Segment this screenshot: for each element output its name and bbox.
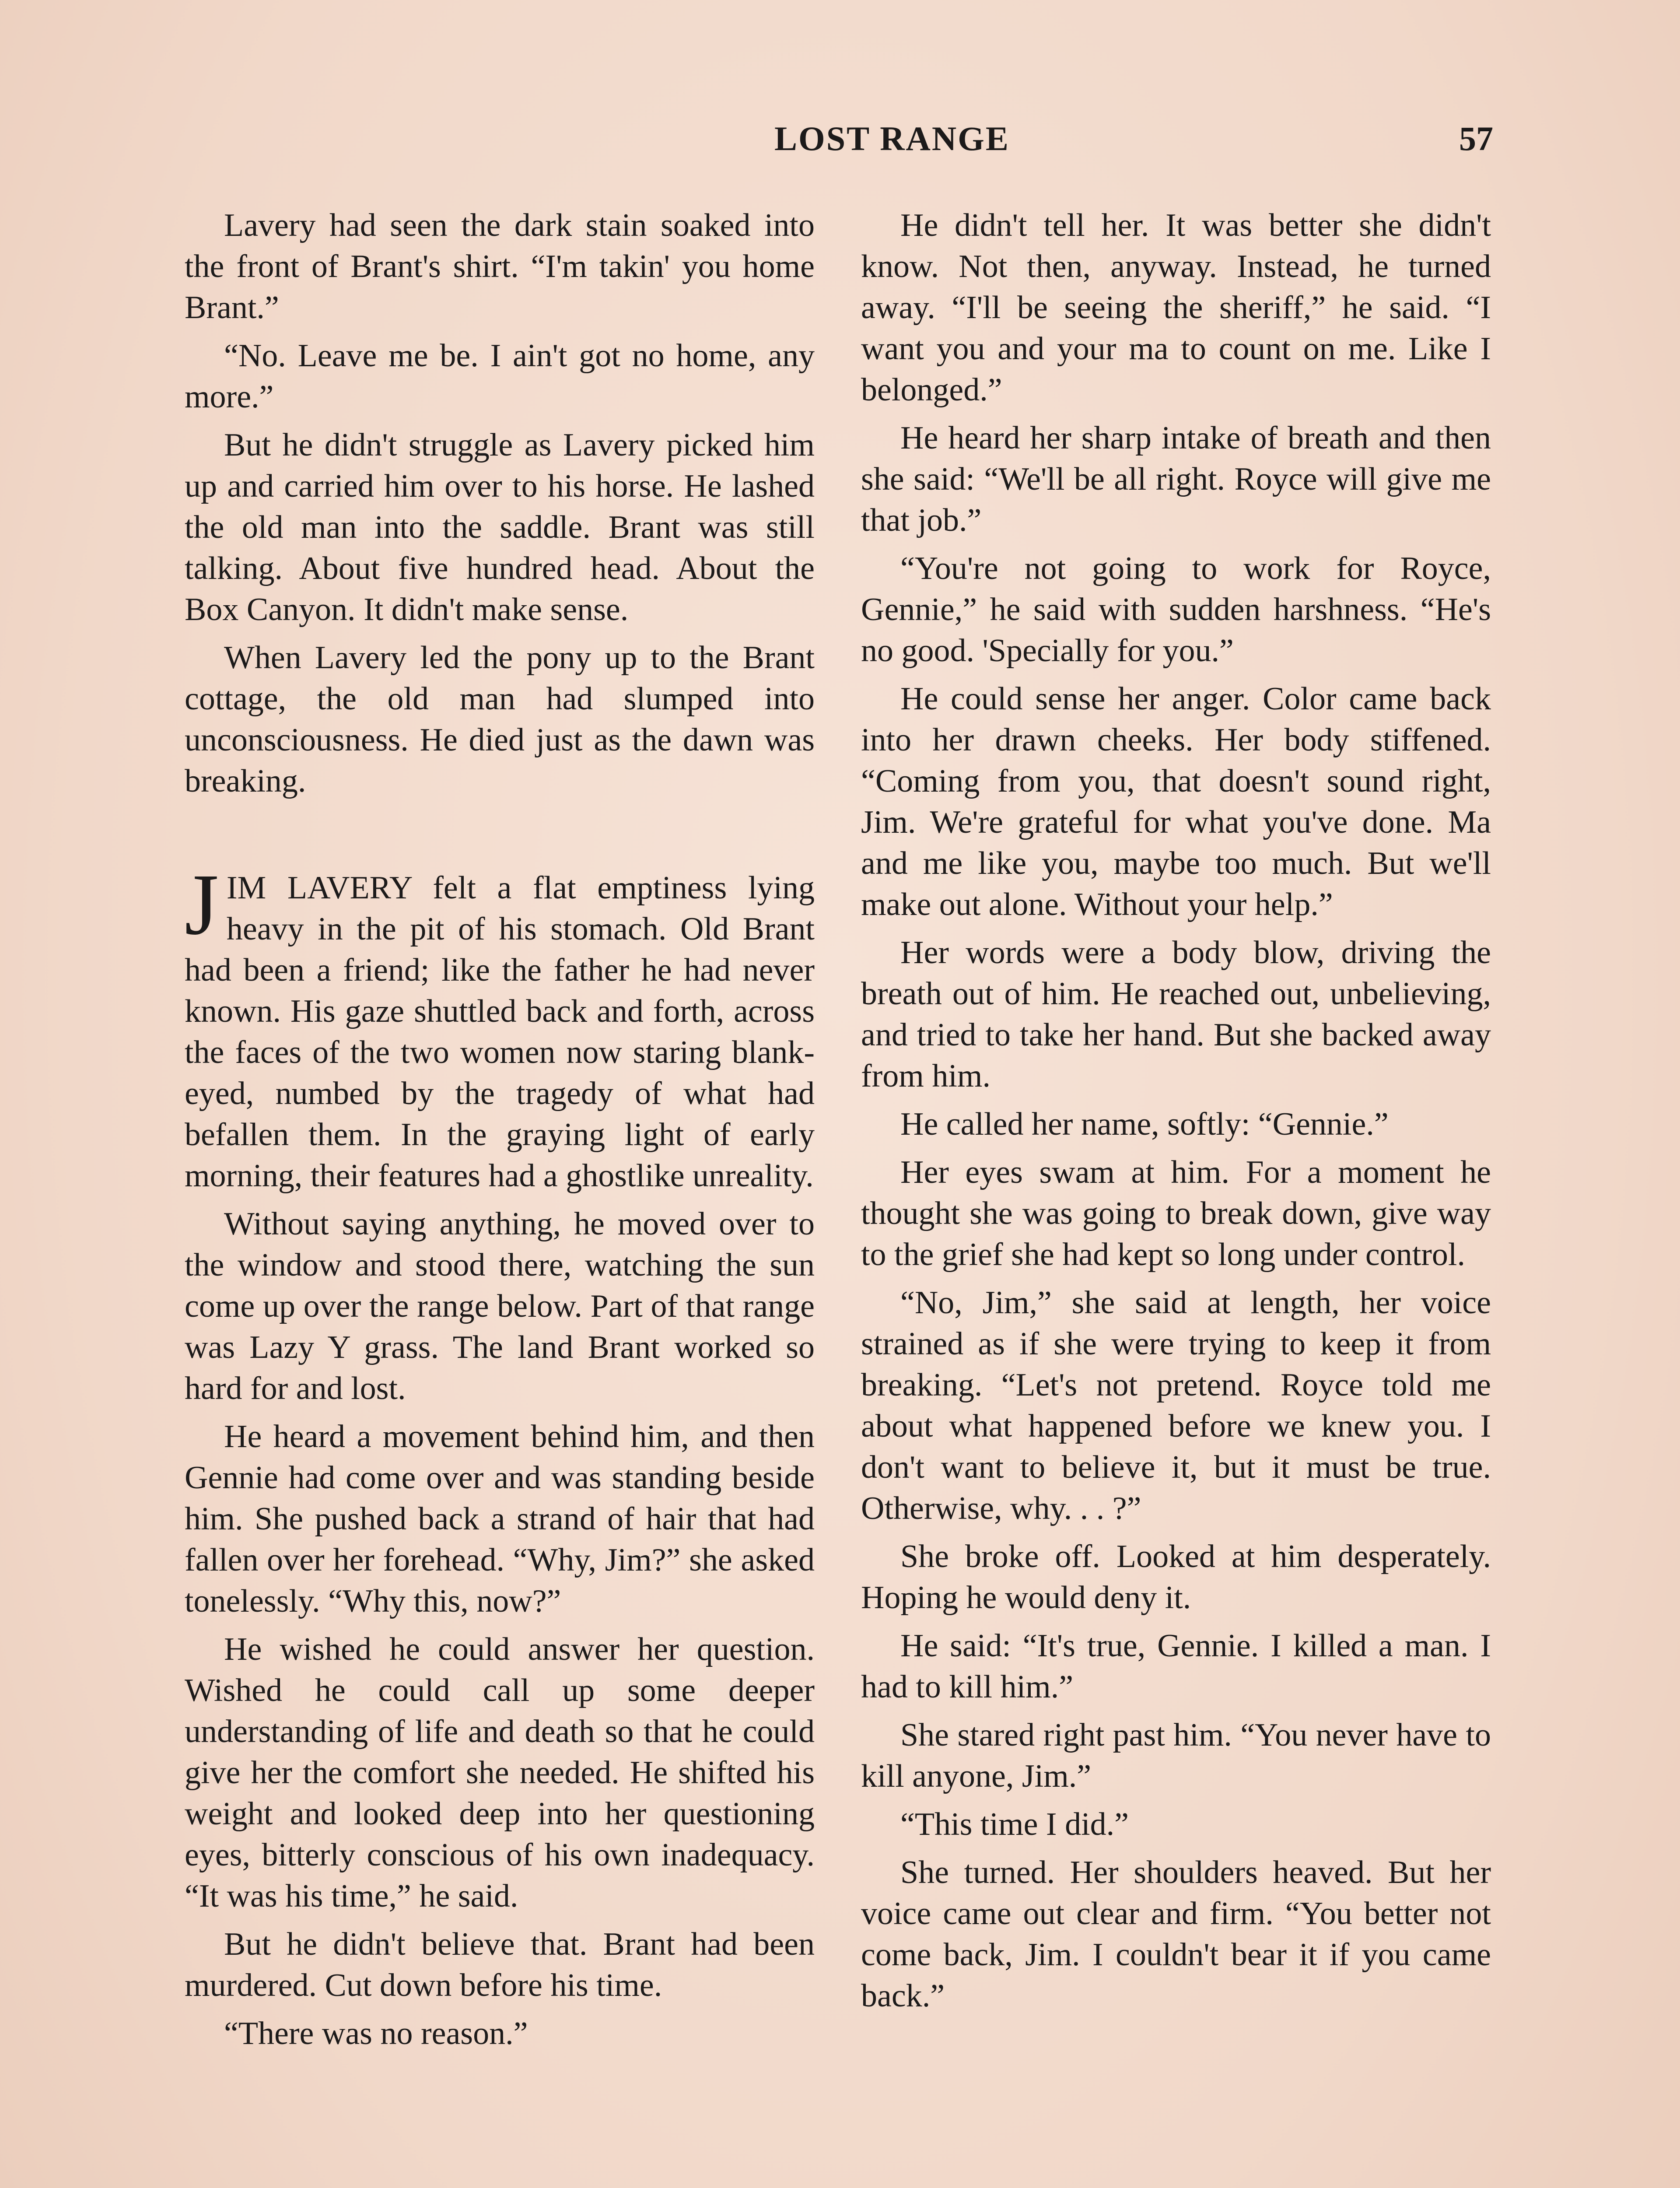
paragraph: He heard her sharp intake of breath and then she said: “We'll be all right. Royce will give me that job.” xyxy=(861,420,1491,538)
drop-cap: J xyxy=(185,856,219,953)
paragraph: “No, Jim,” she said at length, her voice strained as if she were trying to keep it from breaking. “Let's not pretend. Royce told me about what happened before we knew you. I don't want to believe it, but it must be true. Otherwise, why. . . ?” xyxy=(861,1285,1491,1526)
left-column xyxy=(185,205,815,2061)
paragraph: But he didn't struggle as Lavery picked him up and carried him over to his horse. He lashed the old man into the saddle. Brant was still talking. About five hundred head. About the Box Canyon. It didn't make sense. xyxy=(185,427,815,628)
running-title: LOST RANGE xyxy=(774,119,1010,158)
paragraph: “No. Leave me be. I ain't got no home, any more.” xyxy=(185,338,815,415)
paragraph: She turned. Her shoulders heaved. But her voice came out clear and firm. “You better not come back, Jim. I couldn't bear it if you came back.” xyxy=(861,1855,1491,2014)
paragraph-text: IM LAVERY felt a flat emptiness lying heavy in the pit of his stomach. Old Brant had been a friend; like the father he had never known. His gaze shuttled back and forth, across the faces of the two women now staring blank-eyed, numbed by the tragedy of what had befallen them. In the graying light of early morning, their features had a ghostlike unreality. xyxy=(185,870,815,1194)
paragraph: He said: “It's true, Gennie. I killed a man. I had to kill him.” xyxy=(861,1628,1491,1705)
page-number: 57 xyxy=(1459,119,1493,158)
paragraph: “You're not going to work for Royce, Gennie,” he said with sudden harshness. “He's no good. 'Specially for you.” xyxy=(861,551,1491,669)
paragraph: He called her name, softly: “Gennie.” xyxy=(900,1106,1389,1142)
paragraph: He heard a movement behind him, and then Gennie had come over and was standing beside him. She pushed back a strand of hair that had fallen over her forehead. “Why, Jim?” she asked tonelessly. “Why this, now?” xyxy=(185,1419,815,1619)
paragraph: Lavery had seen the dark stain soaked into the front of Brant's shirt. “I'm takin' you home Brant.” xyxy=(185,207,815,326)
paragraph: He didn't tell her. It was better she didn't know. Not then, anyway. Instead, he turned away. “I'll be seeing the sheriff,” he said. “I want you and your ma to count on me. Like I belonged.” xyxy=(861,207,1491,408)
paragraph: Her words were a body blow, driving the breath out of him. He reached out, unbelieving, and tried to take her hand. But she backed away from him. xyxy=(861,935,1491,1094)
paragraph: Without saying anything, he moved over to the window and stood there, watching the sun come up over the range below. Part of that range was Lazy Y grass. The land Brant worked so hard for and lost. xyxy=(185,1206,815,1406)
paragraph: “This time I did.” xyxy=(900,1806,1129,1842)
section-opening-paragraph xyxy=(185,856,815,1196)
right-column xyxy=(861,205,1491,2023)
paragraph: He wished he could answer her question. Wished he could call up some deeper understanding of life and death so that he could give her the comfort she needed. He shifted his weight and looked deep into her questioning eyes, bitterly conscious of his own inadequacy. “It was his time,” he said. xyxy=(185,1631,815,1914)
paragraph: But he didn't believe that. Brant had been murdered. Cut down before his time. xyxy=(185,1926,815,2003)
paragraph: “There was no reason.” xyxy=(224,2016,528,2051)
paragraph: When Lavery led the pony up to the Brant cottage, the old man had slumped into unconsciousness. He died just as the dawn was breaking. xyxy=(185,640,815,799)
paragraph: She stared right past him. “You never have to kill anyone, Jim.” xyxy=(861,1717,1491,1794)
running-head xyxy=(0,119,1680,167)
paragraph: Her eyes swam at him. For a moment he thought she was going to break down, give way to the grief she had kept so long under control. xyxy=(861,1154,1491,1273)
paragraph: He could sense her anger. Color came back into her drawn cheeks. Her body stiffened. “Coming from you, that doesn't sound right, Jim. We're grateful for what you've done. Ma and me like you, maybe too much. But we'll make out alone. Without your help.” xyxy=(861,681,1491,922)
paragraph: She broke off. Looked at him desperately. Hoping he would deny it. xyxy=(861,1539,1491,1616)
